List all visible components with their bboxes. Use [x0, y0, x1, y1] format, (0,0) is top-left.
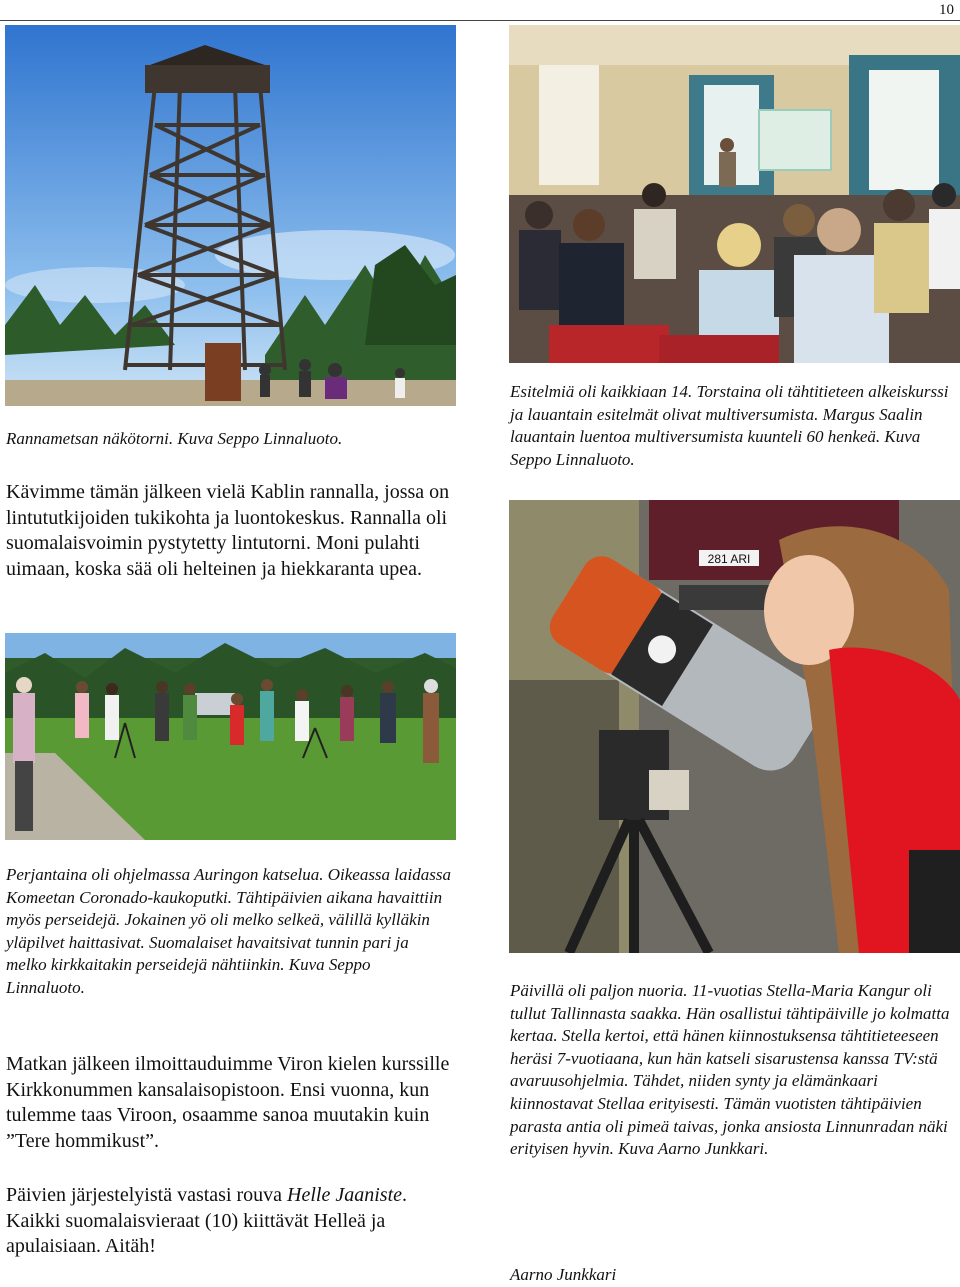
paragraph-kabli: Kävimme tämän jälkeen vielä Kablin rannalla, jossa on lintututkijoiden tukikohta ja luontokeskus. Rannalla oli suomalaisvoimin pystytetty lintutorni. Moni pulahti uimaan, koska sää oli helteinen ja hiekkaranta upea. [6, 481, 450, 580]
tower-photo [5, 25, 456, 406]
paragraph-language-course: Matkan jälkeen ilmoittauduimme Viron kielen kurssille Kirkkonummen kansalaisopistoon. Ensi vuonna, kun tulemme taas Viroon, osaamme sanoa muutakin kuin ”Tere hommikust”. [6, 1053, 450, 1152]
thanks-start: Päivien järjestelyistä vastasi rouva [6, 1184, 288, 1206]
author-signature: Aarno Junkkari [510, 1265, 617, 1284]
license-plate: 281 ARI [707, 552, 751, 566]
lecture-photo [509, 25, 960, 363]
thanks-end: . Kaikki suomalaisvieraat (10) kiittävät Helleä ja apulaisiaan. Aitäh! [6, 1184, 408, 1258]
organizer-name: Helle Jaaniste [287, 1184, 403, 1206]
paragraph-thanks [6, 1183, 451, 1260]
telescope-photo [509, 500, 960, 953]
header-rule [0, 20, 960, 21]
telescope-caption: Päivillä oli paljon nuoria. 11-vuotias Stella-Maria Kangur oli tullut Tallinnasta saakka. Hän osallistui tähtipäiville jo kolmatta kertaa. Stella kertoi, että hänen kiinnostuksensa tähtitieteeseen heräsi 7-vuotiaana, kun hän katseli sisarustensa kanssa TV:stä avaruusohjelmia. Tähdet, niiden synty ja elämänkaari kiinnostavat Stellaa erityisesti. Tämän vuotisten tähtipäivien parasta antia oli pimeä taivas, jonka ansiosta Linnunradan näki erityisen hyvin. Kuva Aarno Junkkari. [510, 981, 950, 1159]
tower-caption: Rannametsan näkötorni. Kuva Seppo Linnaluoto. [6, 429, 343, 448]
page-number: 10 [939, 2, 954, 18]
lecture-caption: Esitelmiä oli kaikkiaan 14. Torstaina oli tähtitieteen alkeiskurssi ja lauantain esitelmät olivat multiversumista. Margus Saalin lauantain luentoa multiversumista kuunteli 60 henkeä. Kuva Seppo Linnaluoto. [510, 382, 949, 469]
group-caption: Perjantaina oli ohjelmassa Auringon katselua. Oikeassa laidassa Komeetan Coronado-kaukoputki. Tähtipäivien aikana havaittiin myös perseidejä. Jokainen yö oli melko selkeä, välillä kylläkin yläpilvet haittasivat. Suomalaiset havaitsivat tunnin pari ja melko kirkkaitakin perseidejä nähtiinkin. Kuva Seppo Linnaluoto. [6, 865, 451, 997]
group-photo [5, 633, 456, 840]
